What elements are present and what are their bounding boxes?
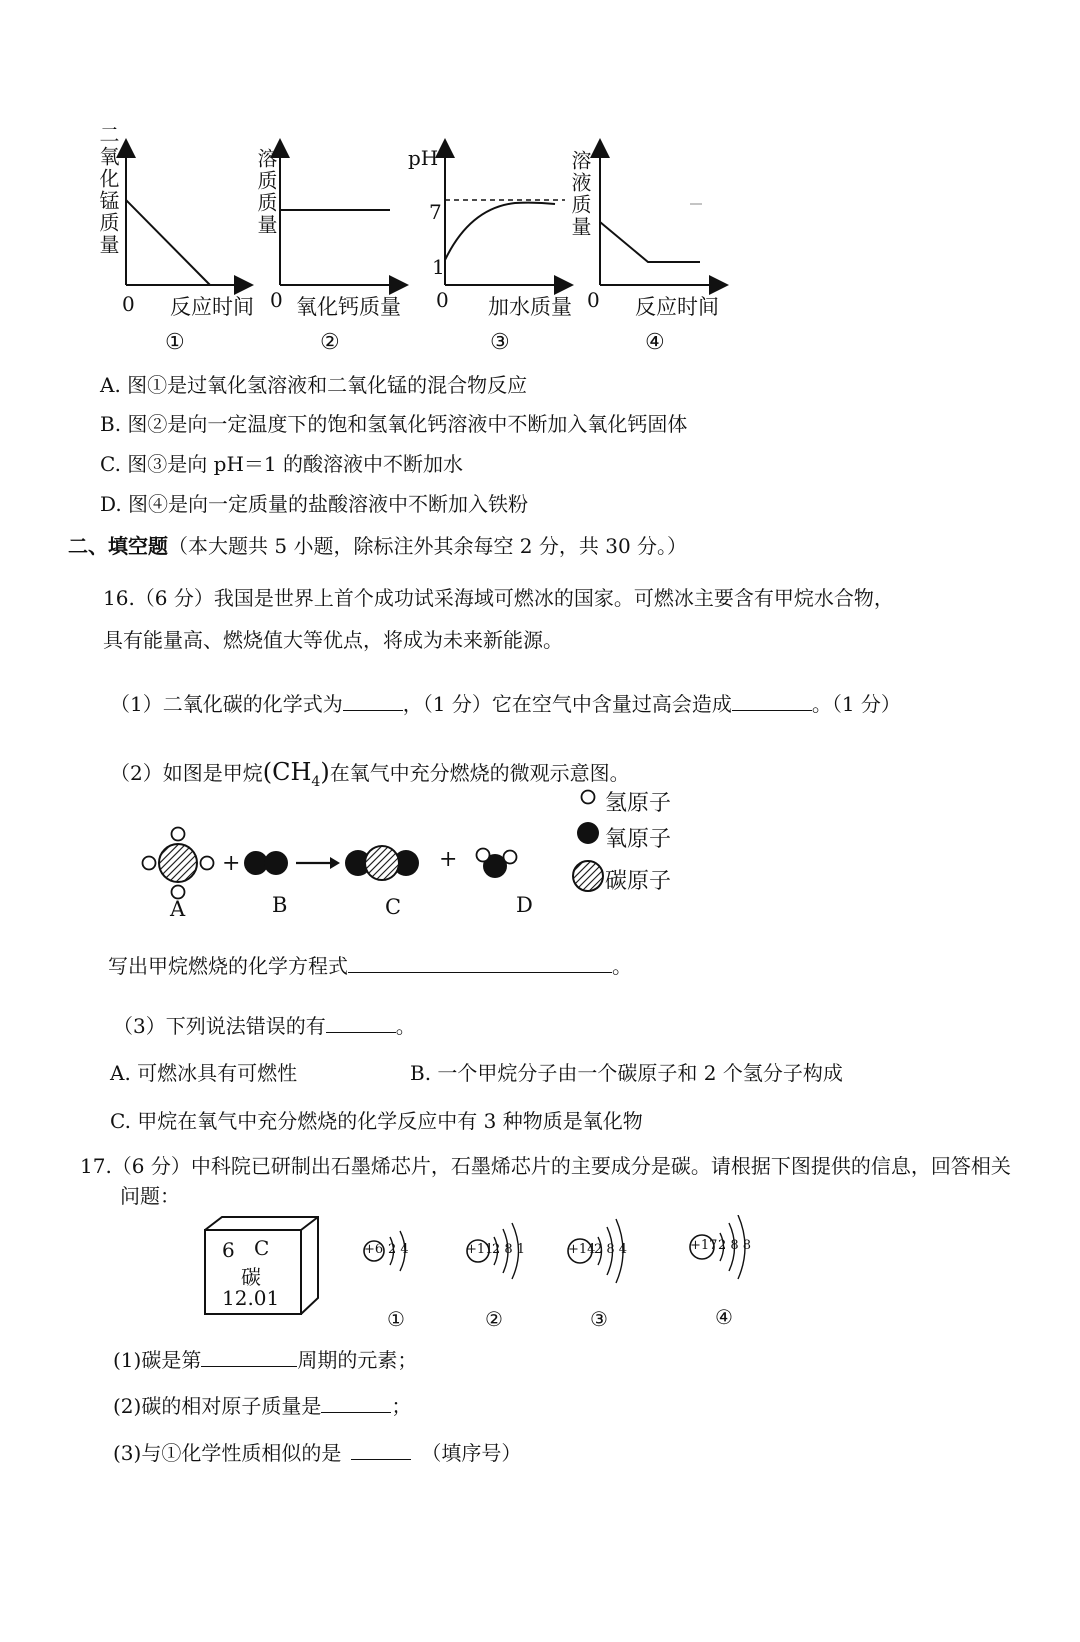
atom-2-shells: 2 8 1	[492, 1242, 526, 1257]
q16-part3	[113, 1010, 416, 1039]
legend-oxygen-icon	[577, 822, 599, 844]
legend-hydrogen-label: 氢原子	[605, 791, 672, 816]
q16-blank-wrong-statements[interactable]	[326, 1014, 396, 1033]
element-atomic-number: 6	[222, 1238, 235, 1262]
graph-1-ylabel: 二氧化锰质量	[96, 124, 120, 256]
element-mass: 12.01	[222, 1286, 280, 1310]
q17-part1-text-a: (1)碳是第	[113, 1348, 202, 1372]
graph-3-origin: 0	[436, 288, 449, 312]
graph-1-xlabel: 反应时间	[170, 295, 254, 319]
q17-intro-line2: 问题：	[120, 1184, 180, 1208]
q15-option-d: D. 图④是向一定质量的盐酸溶液中不断加入铁粉	[100, 492, 529, 516]
q16-blank-equation[interactable]	[348, 954, 612, 973]
q16-option-a: A. 可燃冰具有可燃性	[110, 1061, 298, 1085]
q17-intro-line1: 17.（6 分）中科院已研制出石墨烯芯片，石墨烯芯片的主要成分是碳。请根据下图提供的信息，回答相关	[80, 1154, 1011, 1178]
methane-formula: $(CH_4)$	[262, 758, 330, 790]
graphs-figure	[0, 120, 1080, 360]
molecule-label-d: D	[516, 893, 533, 917]
q16-blank-co2-formula[interactable]	[343, 692, 403, 711]
graph-3-curve	[445, 203, 555, 260]
atom-1-nucleus: +6	[364, 1242, 384, 1257]
graph-4	[600, 142, 725, 285]
graph-1	[126, 142, 250, 285]
graph-3	[445, 142, 570, 285]
graph-3-xlabel: 加水质量	[488, 295, 572, 319]
section-2-note: （本大题共 5 小题，除标注外其余每空 2 分，共 30 分。）	[168, 534, 688, 558]
q17-part2-text-a: (2)碳的相对原子质量是	[113, 1394, 322, 1418]
q16-blank-effect[interactable]	[732, 692, 812, 711]
q16-part1-text-c: 。（1 分）	[811, 692, 901, 716]
atom-4-index: ④	[715, 1305, 733, 1329]
q16-part1-text-b: ，（1 分）它在空气中含量过高会造成	[402, 692, 732, 716]
atom-2-index: ②	[485, 1307, 503, 1331]
q17-blank-period[interactable]	[201, 1348, 297, 1367]
graph-4-ylabel: 溶液质量	[568, 150, 592, 238]
q16-part3-end: 。	[395, 1014, 416, 1038]
q16-option-b: B. 一个甲烷分子由一个碳原子和 2 个氢分子构成	[410, 1061, 843, 1085]
element-symbol: C	[254, 1236, 270, 1260]
molecule-d-water	[477, 849, 517, 879]
graph-2-index: ②	[320, 330, 340, 355]
graph-4-index: ④	[645, 330, 665, 355]
graph-1-origin: 0	[122, 292, 135, 316]
graph-4-origin: 0	[587, 288, 600, 312]
molecule-c-carbon-dioxide	[345, 846, 419, 880]
q16-part2-text-a: （2）如图是甲烷	[110, 761, 263, 785]
atom-1-shells: 2 4	[388, 1242, 409, 1257]
plus-sign-1: +	[222, 851, 241, 876]
graph-3-ylabel: pH	[408, 146, 439, 170]
q16-intro-line2: 具有能量高、燃烧值大等优点，将成为未来新能源。	[103, 628, 563, 652]
atom-3-index: ③	[590, 1307, 608, 1331]
q17-part1-text-b: 周期的元素；	[297, 1348, 418, 1372]
section-2-heading	[68, 530, 687, 559]
plus-sign-2: +	[439, 847, 458, 872]
graph-1-curve	[126, 200, 210, 285]
legend-oxygen-label: 氧原子	[605, 827, 672, 852]
q16-part2-text-b: 在氧气中充分燃烧的微观示意图。	[329, 761, 630, 785]
q17-part2-text-b: ；	[391, 1394, 412, 1418]
q15-option-b: B. 图②是向一定温度下的饱和氢氧化钙溶液中不断加入氧化钙固体	[100, 412, 688, 436]
atom-3-nucleus: +14	[568, 1242, 596, 1257]
q15-option-c: C. 图③是向 pH＝1 的酸溶液中不断加水	[100, 452, 463, 476]
graph-3-tick-1: 1	[432, 255, 445, 279]
atom-3-shells: 2 8 4	[594, 1242, 628, 1257]
q17-part3	[113, 1437, 521, 1466]
q17-part3-text-a: (3)与①化学性质相似的是	[113, 1441, 342, 1465]
molecule-label-c: C	[385, 895, 402, 919]
q17-blank-atomic-mass[interactable]	[321, 1394, 391, 1413]
molecule-b-oxygen	[244, 851, 288, 875]
legend-carbon-icon	[573, 861, 603, 891]
q16-equation-line	[108, 950, 632, 979]
graph-2-origin: 0	[270, 288, 283, 312]
q15-option-a: A. 图①是过氧化氢溶液和二氧化锰的混合物反应	[100, 373, 528, 397]
graph-2	[280, 142, 405, 285]
q17-part1	[113, 1344, 417, 1373]
q16-part1	[110, 688, 901, 717]
section-2-title: 二、填空题	[68, 534, 168, 558]
molecule-a-methane	[143, 828, 214, 899]
graph-4-xlabel: 反应时间	[635, 295, 719, 319]
q17-part2	[113, 1390, 411, 1419]
element-name: 碳	[241, 1265, 261, 1289]
q16-equation-end: 。	[612, 954, 632, 978]
q16-intro-line1: 16.（6 分）我国是世界上首个成功试采海域可燃冰的国家。可燃冰主要含有甲烷水合物，	[103, 586, 894, 610]
legend-carbon-label: 碳原子	[605, 869, 672, 894]
graph-2-ylabel: 溶质质量	[254, 148, 278, 236]
atom-2-nucleus: +11	[466, 1242, 494, 1257]
molecule-label-b: B	[272, 893, 288, 917]
q16-equation-prompt: 写出甲烷燃烧的化学方程式	[108, 954, 348, 978]
atom-1-index: ①	[387, 1307, 405, 1331]
atom-4-shells: 2 8 8	[718, 1238, 752, 1253]
q17-blank-similar[interactable]	[351, 1441, 411, 1460]
q16-option-c: C. 甲烷在氧气中充分燃烧的化学反应中有 3 种物质是氧化物	[110, 1109, 643, 1133]
graph-3-index: ③	[490, 330, 510, 355]
graph-4-curve	[600, 222, 700, 262]
graph-2-xlabel: 氧化钙质量	[296, 295, 401, 319]
atom-structures	[360, 1215, 810, 1305]
graph-3-tick-7: 7	[429, 200, 442, 224]
legend-hydrogen-icon	[582, 791, 595, 804]
atom-4-nucleus: +17	[690, 1238, 718, 1253]
q16-part1-text-a: （1）二氧化碳的化学式为	[110, 692, 343, 716]
q16-part3-text: （3）下列说法错误的有	[113, 1014, 326, 1038]
graph-1-index: ①	[165, 330, 185, 355]
q17-part3-text-b: （填序号）	[421, 1441, 522, 1465]
molecule-label-a: A	[170, 897, 186, 921]
q16-part2	[110, 757, 630, 790]
